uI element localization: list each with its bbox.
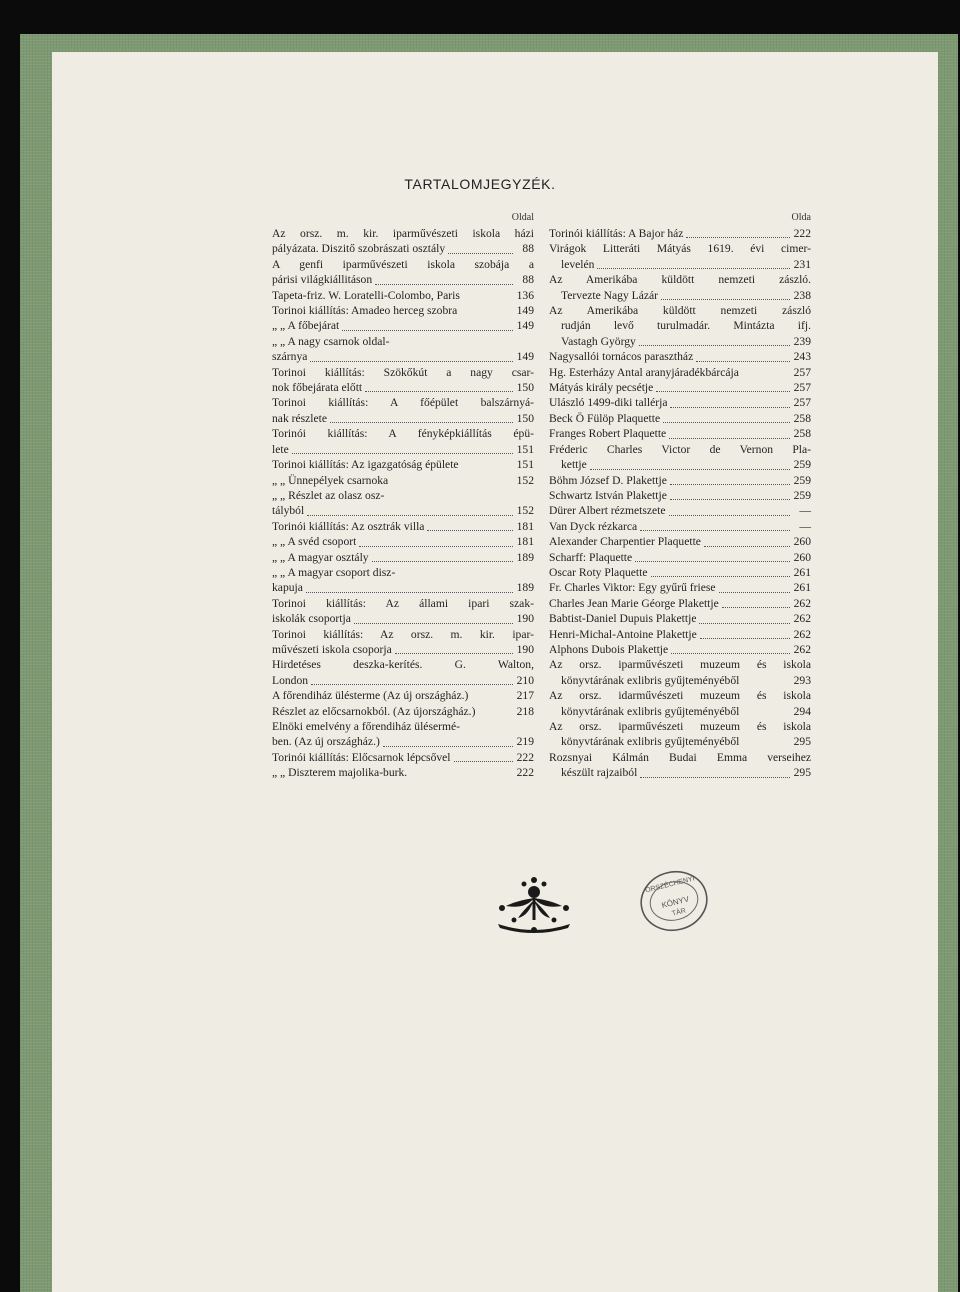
toc-entry-title: Babtist-Daniel Dupuis Plakettje bbox=[549, 612, 697, 626]
page-title: TARTALOMJEGYZÉK. bbox=[404, 176, 556, 192]
toc-entry-page: 219 bbox=[516, 735, 534, 749]
toc-entry-title: „ „ A magyar osztály bbox=[272, 550, 369, 564]
toc-entry-title: Henri-Michal-Antoine Plakettje bbox=[549, 627, 697, 641]
toc-entry bbox=[272, 719, 534, 734]
dot-leader bbox=[635, 561, 790, 562]
toc-entry-title: Alexander Charpentier Plaquette bbox=[549, 535, 701, 549]
toc-entry bbox=[272, 642, 534, 657]
dot-leader bbox=[383, 746, 513, 747]
dot-leader bbox=[330, 422, 513, 423]
toc-entry-title: kettje bbox=[561, 458, 587, 472]
toc-entry bbox=[549, 426, 811, 441]
toc-entry bbox=[549, 365, 811, 380]
toc-entry bbox=[549, 611, 811, 626]
dot-leader bbox=[656, 391, 790, 392]
toc-entry-title: tályból bbox=[272, 504, 305, 518]
toc-entry bbox=[549, 503, 811, 518]
toc-entry bbox=[272, 750, 534, 765]
dot-leader bbox=[670, 407, 790, 408]
toc-entry-page: 150 bbox=[516, 411, 534, 425]
toc-entry-title: Torinoi kiállítás: Az igazgatóság épülete bbox=[272, 458, 459, 472]
toc-entry bbox=[272, 519, 534, 534]
page-column-header: Oldal bbox=[511, 212, 534, 223]
toc-entry bbox=[549, 241, 811, 256]
toc-entry bbox=[272, 611, 534, 626]
toc-entry bbox=[272, 411, 534, 426]
toc-entry bbox=[272, 565, 534, 580]
dot-leader bbox=[669, 515, 790, 516]
toc-entry-title: Rozsnyai Kálmán Budai Emma verseihez bbox=[549, 750, 811, 764]
toc-entry-page: 260 bbox=[793, 550, 811, 564]
toc-entry bbox=[272, 257, 534, 272]
toc-entry bbox=[272, 318, 534, 333]
dot-leader bbox=[359, 546, 513, 547]
library-stamp-icon bbox=[638, 868, 710, 934]
dot-leader bbox=[700, 638, 790, 639]
toc-entry-page: 152 bbox=[516, 504, 534, 518]
toc-entry-title: Torinoi kiállítás: Szökőkút a nagy csar- bbox=[272, 365, 534, 379]
dot-leader bbox=[651, 576, 790, 577]
toc-entry bbox=[272, 765, 534, 780]
toc-entry bbox=[549, 642, 811, 657]
toc-entry-title: „ „ Részlet az olasz osz- bbox=[272, 488, 385, 502]
toc-entry-page: 293 bbox=[793, 673, 811, 687]
toc-entry-page: 181 bbox=[516, 519, 534, 533]
toc-entry-title: Tervezte Nagy Lázár bbox=[561, 288, 659, 302]
dot-leader bbox=[696, 361, 790, 362]
toc-entry bbox=[272, 488, 534, 503]
toc-entry-title: könyvtárának exlibris gyűjteményéből bbox=[561, 735, 740, 749]
toc-entry bbox=[272, 226, 534, 241]
toc-entry-title: „ „ A főbejárat bbox=[272, 319, 340, 333]
dot-leader bbox=[307, 515, 513, 516]
toc-entry bbox=[549, 565, 811, 580]
toc-entry bbox=[549, 303, 811, 318]
toc-entry-title: művészeti iskola csoporja bbox=[272, 642, 392, 656]
toc-entry-page: — bbox=[799, 504, 811, 518]
toc-entry bbox=[549, 272, 811, 287]
toc-entry bbox=[549, 734, 811, 749]
toc-entry-title: Mátyás király pecsétje bbox=[549, 381, 654, 395]
toc-entry bbox=[272, 673, 534, 688]
toc-entry bbox=[272, 272, 534, 287]
page-column-header: Olda bbox=[791, 212, 811, 223]
toc-entry bbox=[549, 534, 811, 549]
toc-entry-title: könyvtárának exlibris gyűjteményéből bbox=[561, 673, 740, 687]
toc-entry bbox=[549, 550, 811, 565]
toc-entry-page: 149 bbox=[516, 319, 534, 333]
toc-entry-title: lete bbox=[272, 442, 289, 456]
toc-entry-title: nak részlete bbox=[272, 411, 328, 425]
dot-leader bbox=[640, 777, 790, 778]
toc-entry-title: nok főbejárata előtt bbox=[272, 381, 363, 395]
toc-entry-title: Az orsz. m. kir. iparművészeti iskola házi bbox=[272, 227, 534, 240]
toc-entry bbox=[549, 473, 811, 488]
toc-entry bbox=[272, 365, 534, 380]
dot-leader bbox=[597, 268, 790, 269]
dot-leader bbox=[699, 623, 790, 624]
dot-leader bbox=[670, 484, 790, 485]
toc-entry-page: 150 bbox=[516, 381, 534, 395]
toc-entry-title: Franges Robert Plaquette bbox=[549, 427, 667, 441]
toc-entry-title: Torinói kiállítás: A fényképkiállítás épü- bbox=[272, 427, 534, 441]
toc-entry-title: pályázata. Diszitő szobrászati osztály bbox=[272, 242, 446, 256]
toc-entry-page: 151 bbox=[516, 458, 534, 472]
toc-entry-page: 190 bbox=[516, 612, 534, 626]
toc-entry-page: 222 bbox=[516, 750, 534, 764]
toc-entry-page: 222 bbox=[793, 227, 811, 240]
toc-entry-page: 151 bbox=[516, 442, 534, 456]
toc-entry-title: Az orsz. iparművészeti muzeum és iskola bbox=[549, 658, 811, 672]
toc-entry-page: 218 bbox=[516, 704, 534, 718]
dot-leader bbox=[663, 422, 790, 423]
toc-entry-page: 88 bbox=[522, 242, 534, 256]
toc-entry-page: 231 bbox=[793, 257, 811, 271]
toc-entry-title: Ulászló 1499-diki tallérja bbox=[549, 396, 668, 410]
toc-entry-title: Charles Jean Marie Géorge Plakettje bbox=[549, 596, 719, 610]
dot-leader bbox=[639, 345, 790, 346]
toc-entry bbox=[272, 442, 534, 457]
toc-entry-page: 257 bbox=[793, 381, 811, 395]
toc-entry bbox=[272, 380, 534, 395]
toc-entry-title: Torinói kiállítás: Előcsarnok lépcsővel bbox=[272, 750, 451, 764]
toc-entry bbox=[272, 426, 534, 441]
toc-entry bbox=[549, 349, 811, 364]
toc-entry bbox=[272, 657, 534, 672]
dot-leader bbox=[395, 653, 513, 654]
dot-leader bbox=[671, 653, 790, 654]
toc-entry-title: szárnya bbox=[272, 350, 308, 364]
toc-entry-title: Az orsz. idarművészeti muzeum és iskola bbox=[549, 689, 811, 703]
toc-entry bbox=[549, 488, 811, 503]
toc-entry-page: 262 bbox=[793, 596, 811, 610]
dot-leader bbox=[448, 253, 513, 254]
toc-entry-title: Torinoi kiállítás: Az orsz. m. kir. ipar- bbox=[272, 627, 534, 641]
toc-entry-page: 262 bbox=[793, 627, 811, 641]
dot-leader bbox=[590, 469, 790, 470]
toc-entry-title: párisi világkiállitáson bbox=[272, 273, 373, 287]
toc-entry bbox=[272, 349, 534, 364]
toc-entry-page: 262 bbox=[793, 642, 811, 656]
toc-entry-title: Schwartz István Plakettje bbox=[549, 488, 667, 502]
dot-leader bbox=[372, 561, 513, 562]
toc-entry-title: kapuja bbox=[272, 581, 303, 595]
dot-leader bbox=[354, 623, 513, 624]
toc-entry bbox=[549, 580, 811, 595]
toc-entry-title: London bbox=[272, 673, 309, 687]
toc-entry-title: Virágok Litteráti Mátyás 1619. évi cimer- bbox=[549, 242, 811, 256]
toc-entry-title: Az Amerikába küldött nemzeti zászló bbox=[549, 304, 811, 318]
toc-entry bbox=[549, 704, 811, 719]
toc-entry-page: 257 bbox=[793, 396, 811, 410]
toc-entry-title: Beck Ö Fülöp Plaquette bbox=[549, 411, 661, 425]
toc-left-column bbox=[272, 210, 534, 781]
toc-entry-page: 152 bbox=[516, 473, 534, 487]
toc-entry bbox=[272, 334, 534, 349]
toc-entry-title: Vastagh György bbox=[561, 334, 636, 348]
toc-entry-title: Dürer Albert rézmetszete bbox=[549, 504, 666, 518]
dot-leader bbox=[311, 684, 513, 685]
toc-entry bbox=[549, 673, 811, 688]
toc-entry-title: Nagysallói tornácos parasztház bbox=[549, 350, 694, 364]
toc-entry-page: 262 bbox=[793, 612, 811, 626]
toc-entry bbox=[549, 226, 811, 241]
toc-entry bbox=[272, 596, 534, 611]
toc-entry-page: 258 bbox=[793, 427, 811, 441]
toc-entry-title: Tapeta-friz. W. Loratelli-Colombo, Paris bbox=[272, 288, 460, 302]
toc-entry-title: Fr. Charles Viktor: Egy gyűrű friese bbox=[549, 581, 716, 595]
toc-entry bbox=[549, 750, 811, 765]
toc-entry bbox=[549, 395, 811, 410]
toc-entry bbox=[272, 627, 534, 642]
toc-entry-title: iskolák csoportja bbox=[272, 612, 351, 626]
toc-entry-title: rudján levő turulmadár. Mintázta ifj. bbox=[561, 319, 811, 333]
toc-entry-title: Böhm József D. Plakettje bbox=[549, 473, 667, 487]
toc-entry bbox=[549, 765, 811, 780]
toc-entry-page: 136 bbox=[516, 288, 534, 302]
toc-entry bbox=[549, 596, 811, 611]
toc-entry-page: 181 bbox=[516, 535, 534, 549]
dot-leader bbox=[310, 361, 513, 362]
toc-entry-title: Részlet az előcsarnokból. (Az újországház.) bbox=[272, 704, 476, 718]
toc-entry bbox=[549, 719, 811, 734]
toc-entry-title: Az orsz. iparművészeti muzeum és iskola bbox=[549, 720, 811, 733]
toc-entry-title: Hirdetéses deszka-kerítés. G. Walton, bbox=[272, 658, 534, 672]
toc-entry-title: Van Dyck rézkarca bbox=[549, 519, 638, 533]
toc-entry-title: Fréderic Charles Victor de Vernon Pla- bbox=[549, 442, 811, 456]
toc-entry-title: A főrendiház ülésterme (Az új országház.) bbox=[272, 689, 469, 703]
toc-entry-page: 260 bbox=[793, 535, 811, 549]
toc-entry-title: „ „ A svéd csoport bbox=[272, 535, 357, 549]
toc-entry-page: 190 bbox=[516, 642, 534, 656]
toc-entry bbox=[272, 303, 534, 318]
dot-leader bbox=[375, 284, 513, 285]
toc-entry-page: 243 bbox=[793, 350, 811, 364]
dot-leader bbox=[719, 592, 790, 593]
dot-leader bbox=[306, 592, 513, 593]
toc-entry-page: 189 bbox=[516, 581, 534, 595]
toc-entry bbox=[549, 657, 811, 672]
toc-entry-title: „ „ Diszterem majolika-burk. bbox=[272, 766, 408, 780]
toc-entry bbox=[272, 457, 534, 472]
toc-entry-page: — bbox=[799, 519, 811, 533]
toc-entry-title: Torinoi kiállítás: Az állami ipari szak- bbox=[272, 596, 534, 610]
toc-entry-title: Scharff: Plaquette bbox=[549, 550, 633, 564]
toc-entry-page: 295 bbox=[793, 735, 811, 749]
toc-entry bbox=[272, 503, 534, 518]
toc-entry-page: 238 bbox=[793, 288, 811, 302]
toc-entry bbox=[272, 473, 534, 488]
toc-entry-page: 294 bbox=[793, 704, 811, 718]
toc-entry bbox=[549, 288, 811, 303]
toc-entry-title: ben. (Az új országház.) bbox=[272, 735, 380, 749]
toc-entry-title: A genfi iparművészeti iskola szobája a bbox=[272, 257, 534, 271]
stamp-text: ORSZÉCHENYI bbox=[644, 875, 696, 895]
dot-leader bbox=[686, 237, 790, 238]
toc-entry bbox=[549, 688, 811, 703]
toc-entry-page: 295 bbox=[793, 766, 811, 780]
dot-leader bbox=[427, 530, 513, 531]
dot-leader bbox=[661, 299, 790, 300]
toc-entry-page: 259 bbox=[793, 488, 811, 502]
toc-entry bbox=[272, 704, 534, 719]
toc-entry-page: 222 bbox=[516, 766, 534, 780]
toc-entry-title: Torinói kiállítás: Az osztrák villa bbox=[272, 519, 425, 533]
toc-entry-page: 210 bbox=[516, 673, 534, 687]
stamp-text: KÖNYV bbox=[660, 894, 691, 910]
toc-entry-page: 259 bbox=[793, 473, 811, 487]
toc-entry-page: 239 bbox=[793, 334, 811, 348]
toc-entry-title: Alphons Dubois Plakettje bbox=[549, 642, 669, 656]
toc-entry-page: 189 bbox=[516, 550, 534, 564]
stamp-text: TÁR bbox=[671, 907, 687, 918]
toc-entry-page: 149 bbox=[516, 350, 534, 364]
toc-entry-page: 258 bbox=[793, 411, 811, 425]
dot-leader bbox=[640, 530, 790, 531]
toc-entry-page: 261 bbox=[793, 565, 811, 579]
toc-entry-page: 257 bbox=[793, 365, 811, 379]
toc-entry bbox=[549, 442, 811, 457]
dot-leader bbox=[670, 499, 790, 500]
toc-entry-title: Az Amerikába küldött nemzeti zászló. bbox=[549, 273, 811, 287]
toc-entry-page: 149 bbox=[516, 304, 534, 318]
toc-entry bbox=[549, 627, 811, 642]
toc-entry-title: „ „ A magyar csoport disz- bbox=[272, 565, 396, 579]
toc-entry bbox=[549, 519, 811, 534]
toc-entry-title: könyvtárának exlibris gyűjteményéből bbox=[561, 704, 740, 718]
toc-entry bbox=[549, 318, 811, 333]
toc-entry bbox=[549, 334, 811, 349]
toc-entry-title: készült rajzaiból bbox=[561, 766, 638, 780]
dot-leader bbox=[365, 391, 513, 392]
toc-right-column bbox=[549, 210, 811, 781]
toc-entry bbox=[272, 534, 534, 549]
toc-entry-title: Hg. Esterházy Antal aranyjáradékbárcája bbox=[549, 365, 739, 379]
toc-entry-title: Elnöki emelvény a főrendiház ülésermé- bbox=[272, 720, 460, 733]
toc-entry-title: „ „ A nagy csarnok oldal- bbox=[272, 334, 390, 348]
toc-entry-title: Torinói kiállítás: A Bajor ház bbox=[549, 227, 684, 240]
dot-leader bbox=[342, 330, 513, 331]
toc-entry bbox=[549, 411, 811, 426]
floral-ornament-icon bbox=[488, 872, 580, 936]
toc-entry-title: Oscar Roty Plaquette bbox=[549, 565, 648, 579]
toc-entry-title: „ „ Ünnepélyek csarnoka bbox=[272, 473, 389, 487]
toc-entry bbox=[272, 395, 534, 410]
toc-entry bbox=[549, 257, 811, 272]
dot-leader bbox=[722, 607, 790, 608]
toc-entry bbox=[549, 380, 811, 395]
toc-entry-page: 88 bbox=[522, 273, 534, 287]
toc-entry bbox=[549, 457, 811, 472]
toc-entry bbox=[272, 241, 534, 256]
dot-leader bbox=[669, 438, 790, 439]
dot-leader bbox=[454, 761, 513, 762]
toc-entry-page: 261 bbox=[793, 581, 811, 595]
toc-entry-title: Torinoi kiállítás: A főépület balszárnyá- bbox=[272, 396, 534, 410]
toc-entry-title: levelén bbox=[561, 257, 595, 271]
dot-leader bbox=[704, 546, 790, 547]
toc-entry bbox=[272, 688, 534, 703]
toc-entry bbox=[272, 550, 534, 565]
dot-leader bbox=[292, 453, 513, 454]
toc-entry bbox=[272, 288, 534, 303]
toc-entry-page: 259 bbox=[793, 458, 811, 472]
toc-entry-title: Torinoi kiállítás: Amadeo herceg szobra bbox=[272, 304, 458, 318]
toc-entry bbox=[272, 580, 534, 595]
toc-entry bbox=[272, 734, 534, 749]
toc-entry-page: 217 bbox=[516, 689, 534, 703]
